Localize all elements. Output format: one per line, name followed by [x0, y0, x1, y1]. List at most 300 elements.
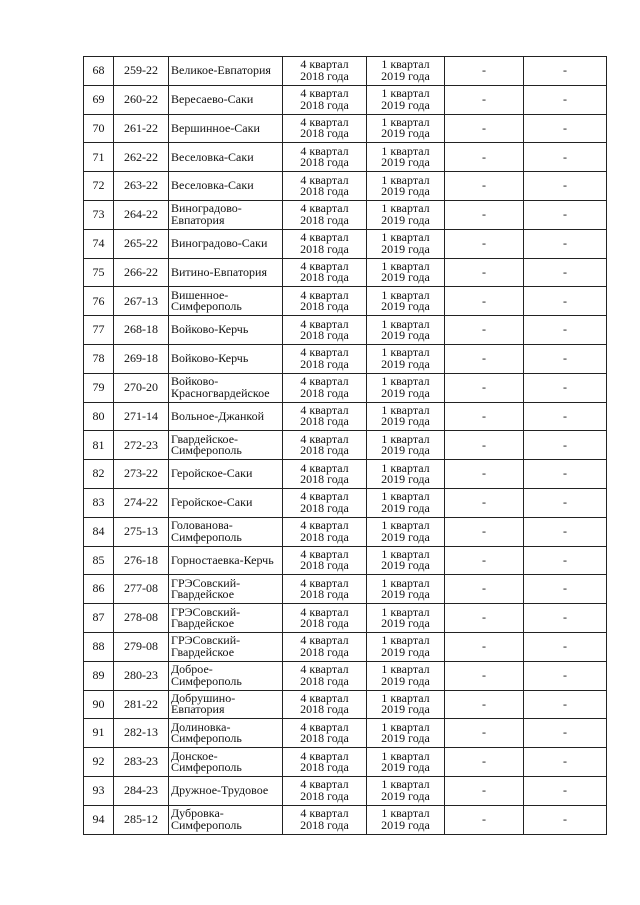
row-number-cell: 74: [84, 229, 114, 258]
start-period-cell-line: 4 квартал: [300, 806, 349, 821]
route-name-cell-line: Донское-: [171, 748, 218, 763]
start-period-cell-line: 2018 года: [300, 356, 349, 371]
row-number-cell: 91: [84, 719, 114, 748]
start-period-cell-line: 4 квартал: [300, 143, 349, 158]
end-period-cell-line: 1 квартал: [381, 431, 430, 446]
end-period-cell-line: 2019 года: [381, 558, 430, 573]
table-row: [84, 546, 607, 575]
route-name-cell: [169, 431, 283, 460]
row-number-cell: 69: [84, 85, 114, 114]
end-period-cell: [367, 488, 445, 517]
route-name-cell-line: Красногвардейское: [171, 385, 270, 400]
column-seven-cell: -: [524, 172, 607, 201]
route-name-cell-line: Долиновка-: [171, 719, 231, 734]
start-period-cell-line: 4 квартал: [300, 518, 349, 533]
end-period-cell-line: 2019 года: [381, 299, 430, 314]
route-name-cell-line: Голованова-: [171, 518, 233, 533]
route-code-cell: 271-14: [114, 402, 169, 431]
end-period-cell-line: 1 квартал: [381, 460, 430, 475]
row-number-cell: 75: [84, 258, 114, 287]
route-name-cell-line: Гвардейское: [171, 616, 235, 631]
column-seven-cell: -: [524, 776, 607, 805]
route-name-cell: [169, 373, 283, 402]
table-row: [84, 373, 607, 402]
end-period-cell-line: 2019 года: [381, 788, 430, 803]
column-seven-cell: -: [524, 57, 607, 86]
start-period-cell-line: 2018 года: [300, 443, 349, 458]
route-code-cell: 272-23: [114, 431, 169, 460]
start-period-cell-line: 2018 года: [300, 673, 349, 688]
route-code-cell: 276-18: [114, 546, 169, 575]
start-period-cell: [283, 431, 367, 460]
end-period-cell-line: 2019 года: [381, 155, 430, 170]
end-period-cell: [367, 229, 445, 258]
route-name-cell-line: Виноградово-Саки: [171, 235, 268, 250]
table-row: [84, 229, 607, 258]
end-period-cell: [367, 575, 445, 604]
column-six-cell: -: [445, 488, 524, 517]
end-period-cell-line: 1 квартал: [381, 777, 430, 792]
end-period-cell-line: 1 квартал: [381, 690, 430, 705]
column-seven-cell: -: [524, 661, 607, 690]
row-number-cell: 87: [84, 604, 114, 633]
table-row: [84, 748, 607, 777]
end-period-cell-line: 1 квартал: [381, 230, 430, 245]
start-period-cell-line: 2018 года: [300, 817, 349, 832]
route-name-cell: [169, 517, 283, 546]
route-name-cell: [169, 258, 283, 287]
route-name-cell-line: Добрушино-: [171, 690, 236, 705]
start-period-cell-line: 4 квартал: [300, 546, 349, 561]
start-period-cell-line: 4 квартал: [300, 604, 349, 619]
end-period-cell-line: 1 квартал: [381, 546, 430, 561]
start-period-cell-line: 4 квартал: [300, 316, 349, 331]
route-name-cell: [169, 488, 283, 517]
start-period-cell-line: 4 квартал: [300, 460, 349, 475]
end-period-cell-line: 2019 года: [381, 616, 430, 631]
row-number-cell: 85: [84, 546, 114, 575]
end-period-cell-line: 1 квартал: [381, 374, 430, 389]
column-seven-cell: -: [524, 258, 607, 287]
start-period-cell: [283, 402, 367, 431]
route-code-cell: 273-22: [114, 460, 169, 489]
row-number-cell: 68: [84, 57, 114, 86]
end-period-cell-line: 2019 года: [381, 68, 430, 83]
start-period-cell: [283, 632, 367, 661]
end-period-cell: [367, 402, 445, 431]
route-name-cell-line: ГРЭСовский-: [171, 633, 241, 648]
column-six-cell: -: [445, 748, 524, 777]
start-period-cell: [283, 604, 367, 633]
route-name-cell-line: Доброе-: [171, 662, 213, 677]
end-period-cell: [367, 85, 445, 114]
table-row: [84, 460, 607, 489]
route-code-cell: 265-22: [114, 229, 169, 258]
end-period-cell: [367, 460, 445, 489]
end-period-cell: [367, 748, 445, 777]
start-period-cell-line: 4 квартал: [300, 777, 349, 792]
start-period-cell-line: 2018 года: [300, 731, 349, 746]
end-period-cell-line: 1 квартал: [381, 604, 430, 619]
start-period-cell-line: 2018 года: [300, 385, 349, 400]
start-period-cell: [283, 143, 367, 172]
route-name-cell-line: Евпатория: [171, 702, 225, 717]
table-row: [84, 316, 607, 345]
route-name-cell-line: Гвардейское: [171, 644, 235, 659]
end-period-cell: [367, 373, 445, 402]
route-name-cell: [169, 57, 283, 86]
column-six-cell: -: [445, 258, 524, 287]
route-name-cell-line: Войково-: [171, 374, 219, 389]
route-name-cell-line: Евпатория: [171, 212, 225, 227]
route-name-cell: [169, 632, 283, 661]
start-period-cell-line: 4 квартал: [300, 489, 349, 504]
column-seven-cell: -: [524, 604, 607, 633]
route-code-cell: 262-22: [114, 143, 169, 172]
end-period-cell-line: 1 квартал: [381, 518, 430, 533]
route-name-cell: [169, 719, 283, 748]
column-six-cell: -: [445, 344, 524, 373]
route-name-cell-line: Вересаево-Саки: [171, 91, 254, 106]
row-number-cell: 80: [84, 402, 114, 431]
start-period-cell-line: 2018 года: [300, 68, 349, 83]
start-period-cell: [283, 344, 367, 373]
column-seven-cell: -: [524, 431, 607, 460]
routes-table: [83, 56, 607, 835]
start-period-cell-line: 2018 года: [300, 126, 349, 141]
start-period-cell: [283, 258, 367, 287]
start-period-cell-line: 2018 года: [300, 299, 349, 314]
route-name-cell: [169, 575, 283, 604]
row-number-cell: 78: [84, 344, 114, 373]
column-six-cell: -: [445, 85, 524, 114]
start-period-cell-line: 2018 года: [300, 644, 349, 659]
column-seven-cell: -: [524, 546, 607, 575]
column-six-cell: -: [445, 172, 524, 201]
end-period-cell: [367, 805, 445, 834]
end-period-cell-line: 1 квартал: [381, 57, 430, 72]
table-row: [84, 690, 607, 719]
start-period-cell: [283, 316, 367, 345]
end-period-cell-line: 2019 года: [381, 241, 430, 256]
start-period-cell-line: 4 квартал: [300, 748, 349, 763]
end-period-cell-line: 2019 года: [381, 97, 430, 112]
end-period-cell-line: 2019 года: [381, 644, 430, 659]
column-seven-cell: -: [524, 316, 607, 345]
end-period-cell: [367, 661, 445, 690]
end-period-cell-line: 1 квартал: [381, 633, 430, 648]
start-period-cell: [283, 748, 367, 777]
row-number-cell: 73: [84, 200, 114, 229]
column-seven-cell: -: [524, 748, 607, 777]
end-period-cell-line: 2019 года: [381, 817, 430, 832]
table-row: [84, 661, 607, 690]
start-period-cell: [283, 287, 367, 316]
table-row: [84, 431, 607, 460]
route-code-cell: 281-22: [114, 690, 169, 719]
column-seven-cell: -: [524, 287, 607, 316]
route-name-cell-line: Веселовка-Саки: [171, 149, 254, 164]
start-period-cell-line: 4 квартал: [300, 201, 349, 216]
route-name-cell-line: Дружное-Трудовое: [171, 783, 269, 798]
start-period-cell-line: 2018 года: [300, 500, 349, 515]
start-period-cell-line: 2018 года: [300, 788, 349, 803]
route-name-cell: [169, 805, 283, 834]
route-code-cell: 260-22: [114, 85, 169, 114]
route-name-cell-line: ГРЭСовский-: [171, 604, 241, 619]
end-period-cell-line: 1 квартал: [381, 489, 430, 504]
end-period-cell-line: 2019 года: [381, 212, 430, 227]
column-six-cell: -: [445, 805, 524, 834]
start-period-cell: [283, 200, 367, 229]
route-code-cell: 277-08: [114, 575, 169, 604]
route-name-cell-line: Гвардейское-: [171, 431, 239, 446]
routes-table-body: [84, 57, 607, 835]
column-six-cell: -: [445, 57, 524, 86]
row-number-cell: 88: [84, 632, 114, 661]
end-period-cell-line: 1 квартал: [381, 806, 430, 821]
start-period-cell-line: 4 квартал: [300, 690, 349, 705]
end-period-cell: [367, 316, 445, 345]
route-code-cell: 283-23: [114, 748, 169, 777]
route-name-cell: [169, 287, 283, 316]
route-name-cell-line: Симферополь: [171, 529, 242, 544]
end-period-cell-line: 1 квартал: [381, 172, 430, 187]
start-period-cell-line: 4 квартал: [300, 230, 349, 245]
start-period-cell: [283, 719, 367, 748]
route-name-cell-line: Симферополь: [171, 760, 242, 775]
route-name-cell: [169, 546, 283, 575]
end-period-cell: [367, 632, 445, 661]
start-period-cell: [283, 546, 367, 575]
column-six-cell: -: [445, 114, 524, 143]
end-period-cell-line: 1 квартал: [381, 662, 430, 677]
end-period-cell: [367, 143, 445, 172]
route-name-cell-line: Вольное-Джанкой: [171, 408, 265, 423]
start-period-cell: [283, 488, 367, 517]
table-row: [84, 143, 607, 172]
route-name-cell-line: ГРЭСовский-: [171, 575, 241, 590]
column-seven-cell: -: [524, 200, 607, 229]
route-name-cell: [169, 402, 283, 431]
route-name-cell-line: Симферополь: [171, 731, 242, 746]
end-period-cell-line: 2019 года: [381, 702, 430, 717]
column-six-cell: -: [445, 690, 524, 719]
column-seven-cell: -: [524, 229, 607, 258]
end-period-cell: [367, 200, 445, 229]
row-number-cell: 84: [84, 517, 114, 546]
route-name-cell-line: Симферополь: [171, 673, 242, 688]
route-name-cell-line: Великое-Евпатория: [171, 63, 271, 78]
route-code-cell: 284-23: [114, 776, 169, 805]
end-period-cell-line: 1 квартал: [381, 258, 430, 273]
route-name-cell: [169, 344, 283, 373]
row-number-cell: 86: [84, 575, 114, 604]
end-period-cell: [367, 776, 445, 805]
start-period-cell-line: 2018 года: [300, 760, 349, 775]
end-period-cell-line: 2019 года: [381, 529, 430, 544]
table-row: [84, 85, 607, 114]
start-period-cell: [283, 172, 367, 201]
route-name-cell-line: Войково-Керчь: [171, 322, 249, 337]
route-name-cell-line: Вершинное-Саки: [171, 120, 260, 135]
route-name-cell-line: Горностаевка-Керчь: [171, 552, 274, 567]
end-period-cell-line: 1 квартал: [381, 402, 430, 417]
table-row: [84, 287, 607, 316]
start-period-cell-line: 4 квартал: [300, 719, 349, 734]
start-period-cell: [283, 460, 367, 489]
end-period-cell-line: 2019 года: [381, 328, 430, 343]
route-code-cell: 280-23: [114, 661, 169, 690]
end-period-cell-line: 2019 года: [381, 414, 430, 429]
route-name-cell-line: Симферополь: [171, 299, 242, 314]
column-seven-cell: -: [524, 114, 607, 143]
end-period-cell-line: 2019 года: [381, 385, 430, 400]
column-six-cell: -: [445, 316, 524, 345]
route-name-cell: [169, 114, 283, 143]
end-period-cell: [367, 546, 445, 575]
table-row: [84, 805, 607, 834]
end-period-cell-line: 2019 года: [381, 731, 430, 746]
row-number-cell: 71: [84, 143, 114, 172]
column-seven-cell: -: [524, 460, 607, 489]
end-period-cell-line: 2019 года: [381, 673, 430, 688]
end-period-cell-line: 2019 года: [381, 500, 430, 515]
end-period-cell-line: 1 квартал: [381, 201, 430, 216]
column-six-cell: -: [445, 719, 524, 748]
start-period-cell-line: 4 квартал: [300, 345, 349, 360]
row-number-cell: 89: [84, 661, 114, 690]
column-six-cell: -: [445, 661, 524, 690]
column-six-cell: -: [445, 776, 524, 805]
route-name-cell-line: Симферополь: [171, 443, 242, 458]
end-period-cell: [367, 258, 445, 287]
table-row: [84, 719, 607, 748]
route-code-cell: 259-22: [114, 57, 169, 86]
column-six-cell: -: [445, 143, 524, 172]
route-code-cell: 261-22: [114, 114, 169, 143]
column-six-cell: -: [445, 517, 524, 546]
route-name-cell: [169, 776, 283, 805]
row-number-cell: 72: [84, 172, 114, 201]
start-period-cell-line: 2018 года: [300, 587, 349, 602]
end-period-cell: [367, 344, 445, 373]
start-period-cell-line: 2018 года: [300, 155, 349, 170]
row-number-cell: 94: [84, 805, 114, 834]
table-row: [84, 200, 607, 229]
route-name-cell: [169, 661, 283, 690]
table-row: [84, 402, 607, 431]
route-code-cell: 274-22: [114, 488, 169, 517]
table-row: [84, 344, 607, 373]
end-period-cell-line: 2019 года: [381, 472, 430, 487]
column-seven-cell: -: [524, 402, 607, 431]
table-row: [84, 632, 607, 661]
route-code-cell: 275-13: [114, 517, 169, 546]
route-name-cell-line: Войково-Керчь: [171, 351, 249, 366]
end-period-cell: [367, 517, 445, 546]
table-row: [84, 575, 607, 604]
start-period-cell-line: 4 квартал: [300, 431, 349, 446]
table-row: [84, 776, 607, 805]
row-number-cell: 77: [84, 316, 114, 345]
row-number-cell: 82: [84, 460, 114, 489]
start-period-cell-line: 2018 года: [300, 241, 349, 256]
route-name-cell: [169, 690, 283, 719]
route-name-cell-line: Виноградово-: [171, 201, 242, 216]
row-number-cell: 92: [84, 748, 114, 777]
route-code-cell: 263-22: [114, 172, 169, 201]
route-name-cell: [169, 172, 283, 201]
start-period-cell-line: 2018 года: [300, 472, 349, 487]
route-code-cell: 264-22: [114, 200, 169, 229]
table-row: [84, 172, 607, 201]
route-code-cell: 270-20: [114, 373, 169, 402]
end-period-cell: [367, 287, 445, 316]
row-number-cell: 70: [84, 114, 114, 143]
start-period-cell-line: 2018 года: [300, 616, 349, 631]
column-seven-cell: -: [524, 488, 607, 517]
column-six-cell: -: [445, 460, 524, 489]
start-period-cell-line: 2018 года: [300, 558, 349, 573]
start-period-cell-line: 4 квартал: [300, 86, 349, 101]
route-name-cell-line: Геройское-Саки: [171, 466, 253, 481]
start-period-cell-line: 2018 года: [300, 328, 349, 343]
start-period-cell: [283, 229, 367, 258]
route-name-cell: [169, 604, 283, 633]
route-code-cell: 285-12: [114, 805, 169, 834]
start-period-cell: [283, 114, 367, 143]
route-code-cell: 279-08: [114, 632, 169, 661]
start-period-cell: [283, 690, 367, 719]
start-period-cell-line: 4 квартал: [300, 662, 349, 677]
route-code-cell: 267-13: [114, 287, 169, 316]
start-period-cell-line: 2018 года: [300, 414, 349, 429]
start-period-cell-line: 4 квартал: [300, 402, 349, 417]
column-six-cell: -: [445, 632, 524, 661]
route-code-cell: 269-18: [114, 344, 169, 373]
start-period-cell-line: 2018 года: [300, 97, 349, 112]
column-seven-cell: -: [524, 373, 607, 402]
table-row: [84, 114, 607, 143]
row-number-cell: 90: [84, 690, 114, 719]
route-name-cell-line: Вишенное-: [171, 287, 229, 302]
start-period-cell-line: 2018 года: [300, 270, 349, 285]
route-name-cell-line: Симферополь: [171, 817, 242, 832]
route-name-cell-line: Витино-Евпатория: [171, 264, 267, 279]
column-six-cell: -: [445, 287, 524, 316]
route-code-cell: 278-08: [114, 604, 169, 633]
table-row: [84, 258, 607, 287]
route-name-cell: [169, 229, 283, 258]
end-period-cell-line: 1 квартал: [381, 287, 430, 302]
start-period-cell: [283, 373, 367, 402]
start-period-cell: [283, 517, 367, 546]
column-seven-cell: -: [524, 344, 607, 373]
row-number-cell: 76: [84, 287, 114, 316]
route-name-cell: [169, 748, 283, 777]
end-period-cell: [367, 604, 445, 633]
start-period-cell: [283, 57, 367, 86]
end-period-cell-line: 2019 года: [381, 760, 430, 775]
end-period-cell-line: 1 квартал: [381, 719, 430, 734]
end-period-cell-line: 2019 года: [381, 443, 430, 458]
route-name-cell-line: Гвардейское: [171, 587, 235, 602]
end-period-cell-line: 2019 года: [381, 126, 430, 141]
table-row: [84, 517, 607, 546]
column-six-cell: -: [445, 604, 524, 633]
route-name-cell-line: Дубровка-: [171, 806, 224, 821]
